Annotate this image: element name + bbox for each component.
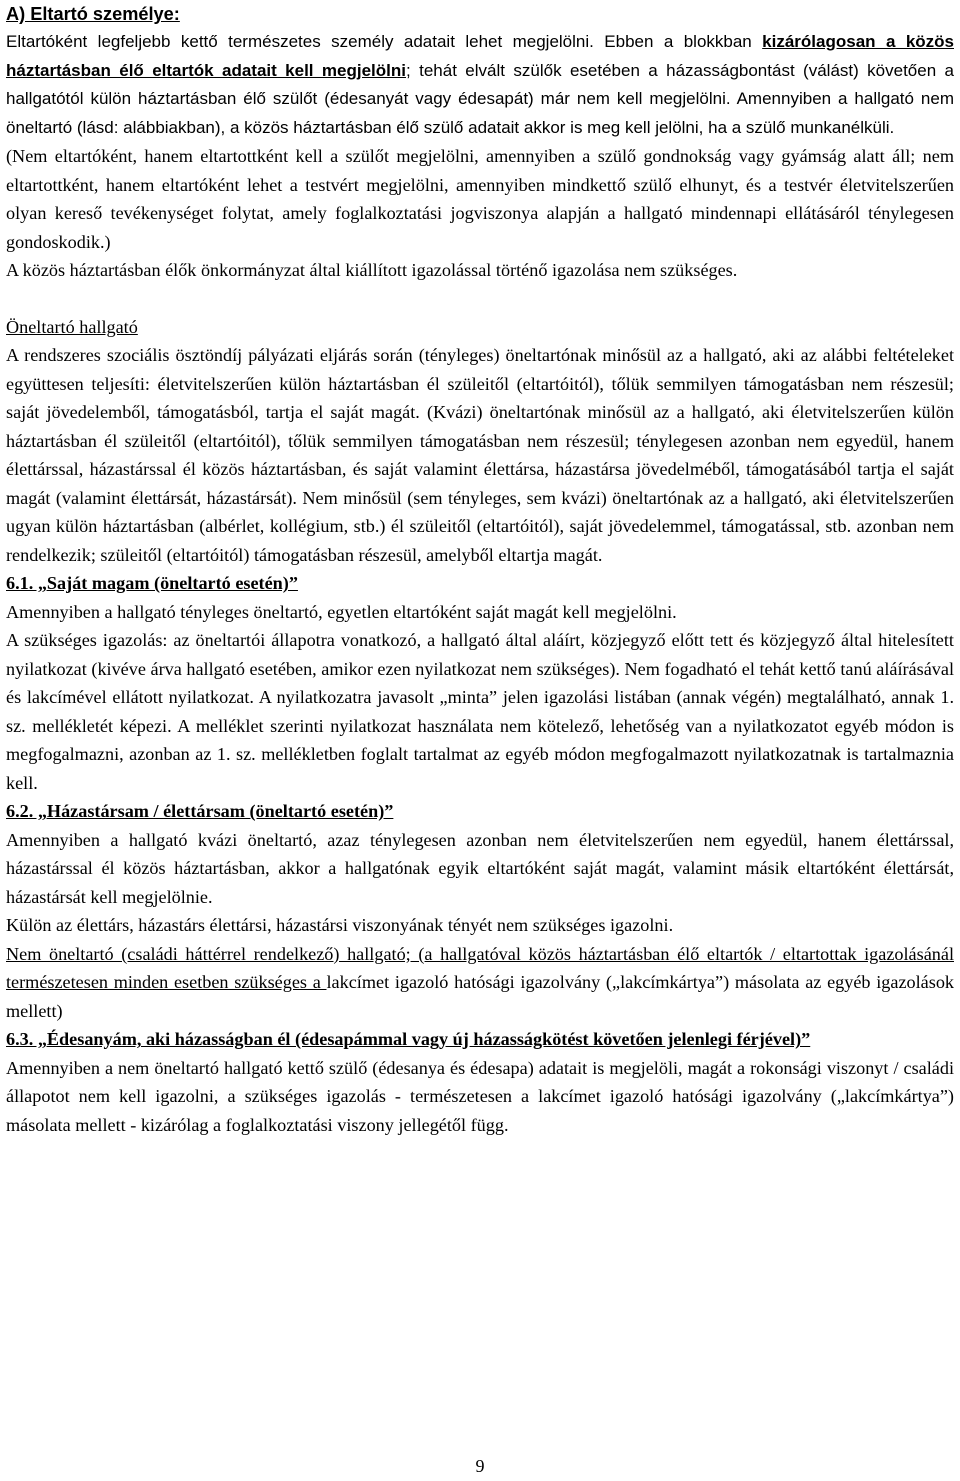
section-a-p1: Amennyiben a hallgató nem öneltartó (lásd: alábbiakban), a közös háztartásban élő szülő adatait akkor is meg kell jelölni, ha a szülő munkanélküli. [6,89,954,137]
section-6-1-heading: 6.1. „Saját magam (öneltartó esetén)” [6,573,298,594]
oneltarto-heading: Öneltartó hallgató [6,316,138,337]
document-page [6,0,954,1478]
section-6-2-p3-rest: lakcímet igazoló hatósági igazolvány („lakcímkártya”) másolata az egyéb igazolások mellett) [6,972,955,1021]
section-6-2-p3 [6,940,954,1026]
spacer [6,285,954,313]
section-6-2-heading: 6.2. „Házastársam / élettársam (öneltartó esetén)” [6,801,394,822]
section-a-intro-2: ; tehát elvált szülők esetében a házasságbontást (válást) követően a hallgatótól külön háztartásban élő szülőt (édesanyát vagy édesapát) már nem kell megjelölni. [6,60,955,109]
section-6-3-heading: 6.3. „Édesanyám, aki házasságban él (édesapámmal vagy új házasságkötést követően jelenlegi férjével)” [6,1029,811,1050]
section-a-p2: (Nem eltartóként, hanem eltartottként kell a szülőt megjelölni, amennyiben a szülő gondnokság vagy gyámság alatt áll; nem eltartottként, hanem eltartóként lehet a testvért megjelölni, amennyiben mindkettő szülő elhunyt, és a testvér életvitelszerűen olyan kereső tevékenységet folytat, amely foglalkoztatási jogviszonya alapján a hallgató mindennapi ellátásáról ténylegesen gondoskodik.) [6,146,954,252]
section-6-3-p1: Amennyiben a nem öneltartó hallgató kettő szülő (édesanya és édesapa) adatait is megjelöli, magát a rokonsági viszonyt / családi állapotot nem kell igazolni, a szükséges igazolás - természetesen a lakcímet igazoló hatósági igazolvány („lakcímkártya”) másolata mellett - kizárólag a foglalkoztatási viszony jellegétől függ. [6,1057,954,1135]
section-6-2-p2: Külön az élettárs, házastárs élettársi, házastársi viszonyának tényét nem szükséges igazolni. [6,915,674,936]
section-a-title: A) Eltartó személye: [6,4,180,24]
section-6-1-p1: Amennyiben a hallgató tényleges öneltartó, egyetlen eltartóként saját magát kell megjelölni. [6,601,677,622]
oneltarto-body: A rendszeres szociális ösztöndíj pályázati eljárás során (tényleges) öneltartónak minősül az a hallgató, aki az alábbi feltételeket együttesen teljesíti: életvitelszerűen külön háztartásban él szüleitől (eltartóitól), tőlük semmilyen támogatásban nem részesül; saját jövedelemből, támogatásból, tartja el saját magát. (Kvázi) öneltartónak minősül az a hallgató, aki életvitelszerűen külön háztartásban él szüleitől (eltartóitól), tőlük semmilyen támogatásban nem részesül; ténylegesen azonban nem egyedül, hanem élettárssal, házastárssal él közös háztartásban, és saját valamint élettársa, házastársa jövedelméből, támogatásából tartja el saját magát (valamint élettársát, házastársát). Nem minősül (sem tényleges, sem kvázi) öneltartónak az a hallgató, aki életvitelszerűen ugyan külön háztartásban (albérlet, kollégium, stb.) él szüleitől (eltartóitól), saját jövedelemmel, támogatással, stb. azonban nem rendelkezik; szüleitől (eltartóitól) támogatásban részesül, amelyből eltartja magát. [6,345,954,565]
section-a-intro-1: Eltartóként legfeljebb kettő természetes személy adatait lehet megjelölni. Ebben a blokkban [6,32,763,51]
section-a-emphasis: kizárólagosan a közös háztartásban élő eltartók adatait kell megjelölni [6,32,954,80]
section-6-2-p3-underlined: Nem öneltartó (családi háttérrel rendelkező) hallgató; (a hallgatóval közös háztartásban élő eltartók / eltartottak igazolásánál természetesen minden esetben szükséges a [6,943,954,993]
section-6-2-p1: Amennyiben a hallgató kvázi öneltartó, azaz ténylegesen azonban nem életvitelszerűen nem egyedül, hanem élettárssal, házastárssal él közös háztartásban, akkor a hallgatónak egyik eltartóként saját magát, valamint másik eltartóként élettársát, házastársát kell megjelölnie. [6,829,954,907]
section-6-1-p2: A szükséges igazolás: az öneltartói állapotra vonatkozó, a hallgató által aláírt, közjegyző előtt tett és közjegyző által hitelesített nyilatkozat (kivéve árva hallgató esetében, amikor ezen nyilatkozat nem szükséges). Nem fogadható el tehát kettő tanú aláírásával és lakcímével ellátott nyilatkozat. A nyilatkozatra javasolt „minta” jelen igazolási listában (annak végén) megtalálható, annak 1. sz. mellékletét képezi. A melléklet szerinti nyilatkozat használata nem kötelező, lehetőség van a nyilatkozatot egyéb módon is megfogalmazni, azonban az 1. sz. mellékletben foglalt tartalmat az egyéb módon megfogalmazott nyilatkozatnak is tartalmaznia kell. [6,630,954,793]
page-number: 9 [475,1456,485,1476]
section-a-paragraph [6,28,954,142]
section-a-p3: A közös háztartásban élők önkormányzat által kiállított igazolással történő igazolása nem szükséges. [6,260,738,281]
